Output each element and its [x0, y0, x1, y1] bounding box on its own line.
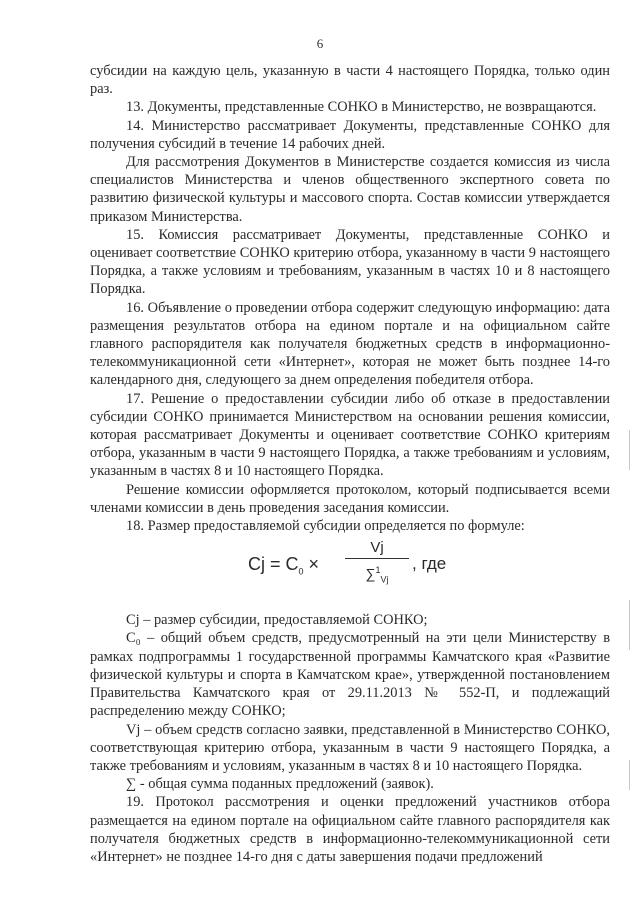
- definition-c0: C₀ – общий объем средств, предусмотренный на эти цели Министерству в рамках подпрограммы 1 государственной программы Камчатского края «Развитие физической культуры и спорта в Камчатском крае», утвержденной постановлением Правительства Камчатского края от 29.11.2013 № 552-П, и подлежащий распределению между СОНКО;: [90, 630, 610, 720]
- scan-edge-mark: [629, 430, 630, 470]
- document-body: [90, 62, 610, 866]
- paragraph-14: 14. Министерство рассматривает Документы, представленные СОНКО для получения субсидий в течение 14 рабочих дней.: [90, 117, 610, 152]
- page-number: 6: [316, 36, 324, 51]
- formula-fraction: [345, 539, 409, 589]
- paragraph-18: 18. Размер предоставляемой субсидии определяется по формуле:: [126, 518, 525, 535]
- paragraph-16: 16. Объявление о проведении отбора содержит следующую информацию: дата размещения результатов отбора на едином портале и на официальном сайте главного распорядителя как получателя бюджетных средств в информационно-телекоммуникационной сети «Интернет», которая не может быть позднее 14-го календарного дня, следующего за днем определения победителя отбора.: [90, 299, 610, 389]
- formula-suffix: , где: [412, 554, 447, 574]
- paragraph-17-protocol: Решение комиссии оформляется протоколом, который подписывается всеми членами комиссии в день проведения заседания комиссии.: [90, 481, 610, 516]
- paragraph-14-commission: Для рассмотрения Документов в Министерстве создается комиссия из числа специалистов Министерства и членов общественного экспертного совета по развитию физической культуры и массового спорта. Состав комиссии утверждается приказом Министерства.: [90, 154, 610, 225]
- formula-lhs: $Cj = C_0$ ×: [248, 554, 320, 577]
- definition-vj: Vj – объем средств согласно заявки, представленной в Министерство СОНКО, соответствующая критерию отбора, указанным в части 9 настоящего Порядка, а также требованиям и условиям, указанным в частях 8 и 10 настоящего Порядка.: [90, 721, 610, 774]
- formula-numerator: Vj: [370, 539, 384, 557]
- formula-denominator: ∑$^1_{Vj}$: [365, 565, 389, 585]
- scan-edge-mark: [629, 760, 630, 790]
- definition-cj: Cj – размер субсидии, предоставляемой СОНКО;: [126, 612, 428, 629]
- subsidy-formula: [90, 537, 610, 593]
- fraction-bar: [345, 558, 409, 559]
- paragraph-19: 19. Протокол рассмотрения и оценки предложений участников отбора размещается на едином портале на официальном сайте главного распорядителя как получателя бюджетных средств в информационно-телекоммуникационной сети «Интернет» не позднее 14-го дня с даты завершения подачи предложений: [90, 794, 610, 865]
- definition-sum: ∑ - общая сумма поданных предложений (заявок).: [126, 776, 434, 793]
- paragraph-continuation: субсидии на каждую цель, указанную в части 4 настоящего Порядка, только один раз.: [90, 63, 610, 98]
- paragraph-13: 13. Документы, представленные СОНКО в Министерство, не возвращаются.: [126, 99, 597, 116]
- scan-edge-mark: [629, 600, 630, 650]
- paragraph-17: 17. Решение о предоставлении субсидии либо об отказе в предоставлении субсидии СОНКО принимается Министерством на основании решения комиссии, которая рассматривает Документы и оценивает соответствие СОНКО критериям отбора, указанным в части 9 настоящего Порядка, а также требованиям и условиям, указанным в частях 8 и 10 настоящего Порядка.: [90, 390, 610, 480]
- paragraph-15: 15. Комиссия рассматривает Документы, представленные СОНКО и оценивает соответствие СОНКО критерию отбора, указанному в части 9 настоящего Порядка, а также условиям и требованиям, указанным в частях 10 и 8 настоящего Порядка.: [90, 226, 610, 298]
